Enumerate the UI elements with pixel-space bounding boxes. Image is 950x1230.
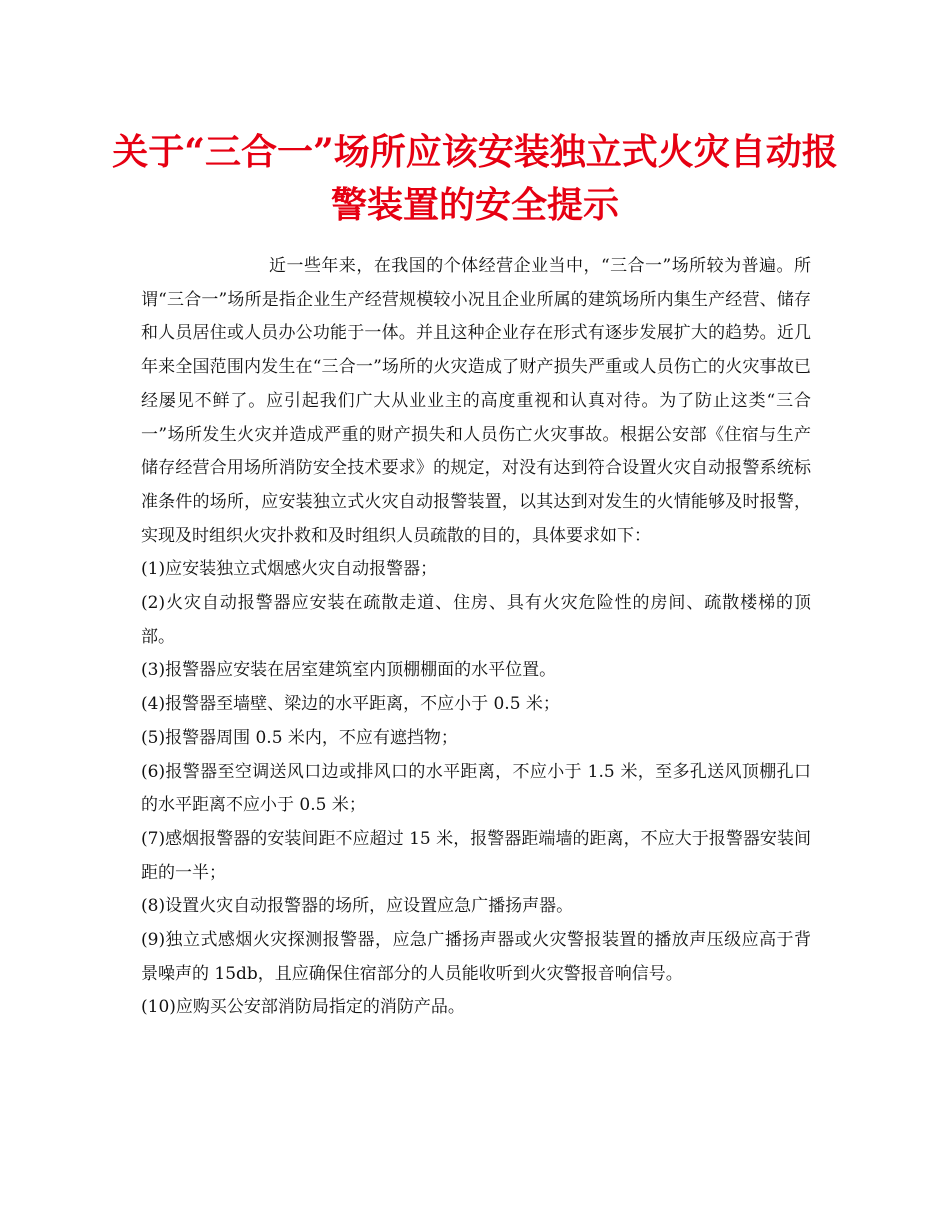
requirement-item-10: (10)应购买公安部消防局指定的消防产品。 — [141, 997, 465, 1018]
document-body — [141, 250, 811, 1025]
requirement-item-8: (8)设置火灾自动报警器的场所，应设置应急广播扬声器。 — [141, 896, 574, 917]
requirement-item-2: (2)火灾自动报警器应安装在疏散走道、住房、具有火灾危险性的房间、疏散楼梯的顶部。 — [141, 593, 811, 647]
requirement-item-9: (9)独立式感烟火灾探测报警器，应急广播扬声器或火灾警报装置的播放声压级应高于背景噪声的 15db，且应确保住宿部分的人员能收听到火灾警报音响信号。 — [141, 930, 811, 984]
requirement-item-5: (5)报警器周围 0.5 米内，不应有遮挡物； — [141, 727, 458, 748]
requirement-item-7: (7)感烟报警器的安装间距不应超过 15 米，报警器距端墙的距离，不应大于报警器安装间距的一半； — [141, 828, 811, 883]
requirement-item-1: (1)应安装独立式烟感火灾自动报警器； — [141, 559, 438, 580]
requirement-item-6: (6)报警器至空调送风口边或排风口的水平距离，不应小于 1.5 米，至多孔送风顶棚孔口的水平距离不应小于 0.5 米； — [141, 761, 811, 816]
requirement-item-3: (3)报警器应安装在居室建筑室内顶棚棚面的水平位置。 — [141, 660, 557, 681]
requirement-item-4: (4)报警器至墙壁、梁边的水平距离，不应小于 0.5 米； — [141, 694, 560, 715]
intro-paragraph: 近一些年来，在我国的个体经营企业当中，“三合一”场所较为普遍。所谓“三合一”场所是指企业生产经营规模较小况且企业所属的建筑场所内集生产经营、储存和人员居住或人员办公功能于一体。并且这种企业存在形式有逐步发展扩大的趋势。近几年来全国范围内发生在“三合一”场所的火灾造成了财产损失严重或人员伤亡的火灾事故已经屡见不鲜了。应引起我们广大从业业主的高度重视和认真对待。为了防止这类“三合一”场所发生火灾并造成严重的财产损失和人员伤亡火灾事故。根据公安部《住宿与生产储存经营合用场所消防安全技术要求》的规定，对没有达到符合设置火灾自动报警系统标准条件的场所，应安装独立式火灾自动报警装置，以其达到对发生的火情能够及时报警，实现及时组织火灾扑救和及时组织人员疏散的目的，具体要求如下： — [141, 256, 811, 546]
document-title: 关于“三合一”场所应该安装独立式火灾自动报警装置的安全提示 — [112, 131, 838, 226]
